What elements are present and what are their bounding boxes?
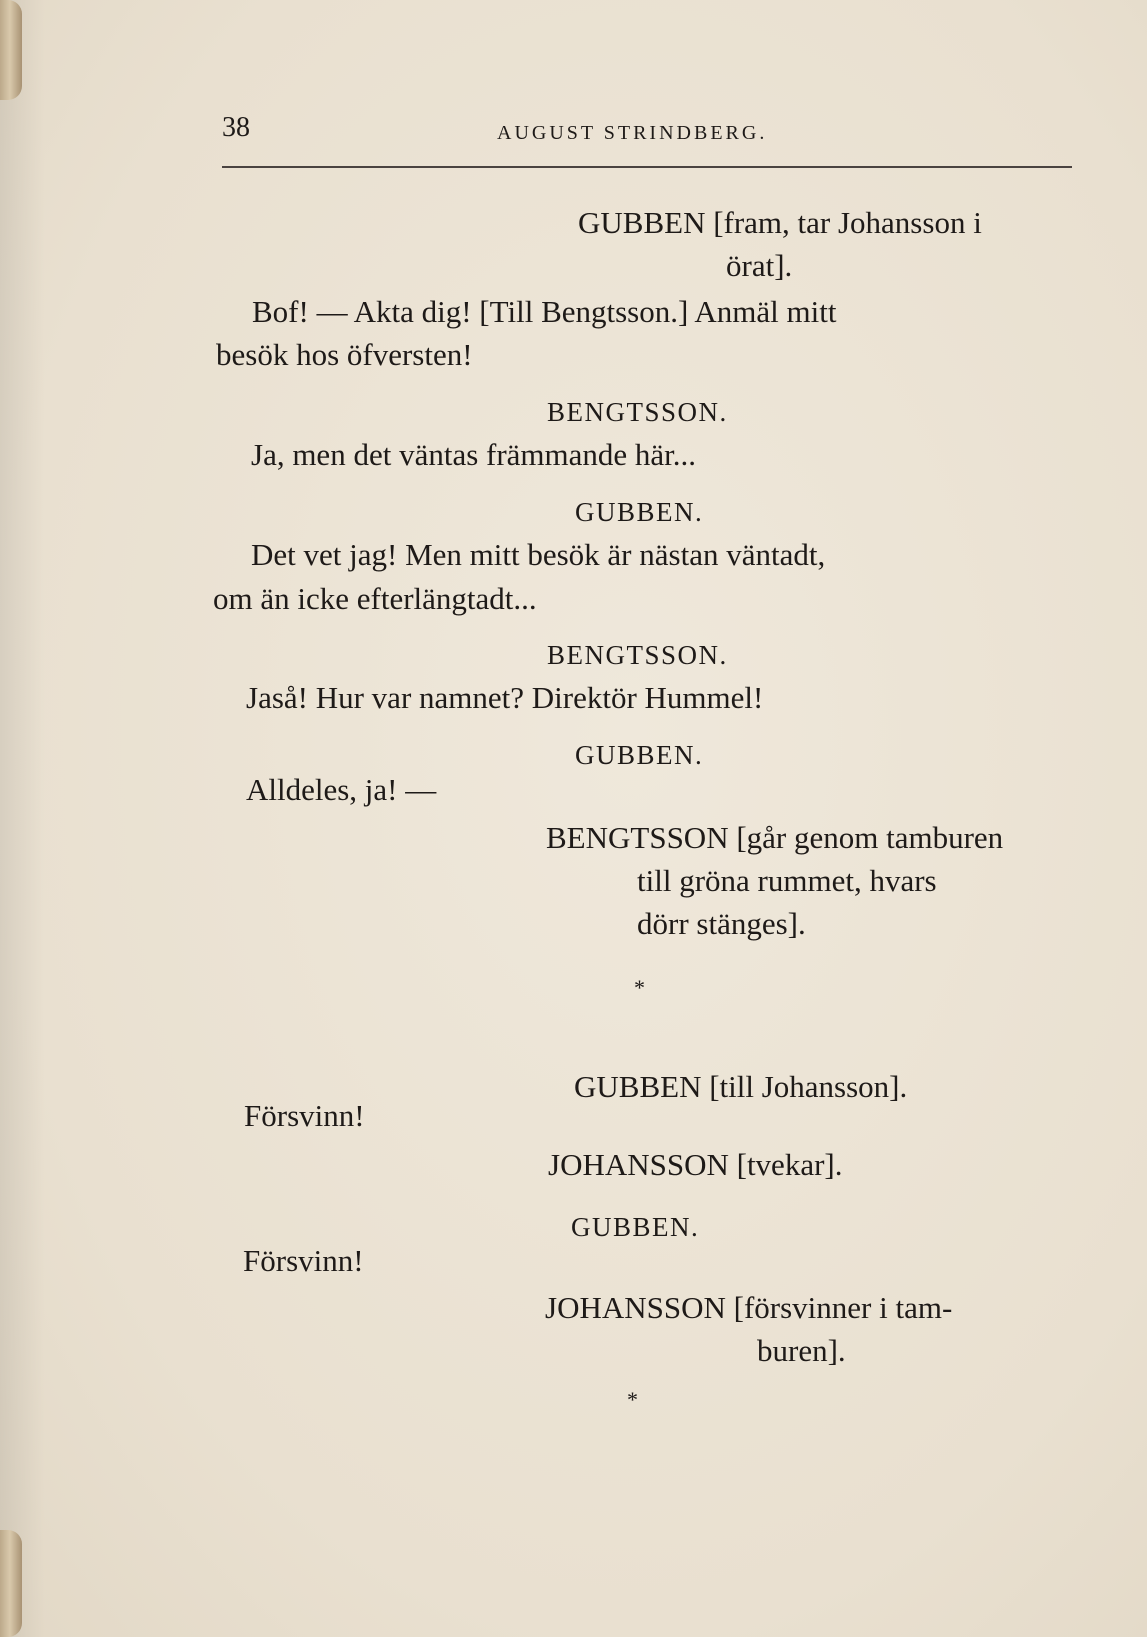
dialogue-line: besök hos öfversten! bbox=[216, 337, 473, 372]
dialogue-line: Bof! — Akta dig! [Till Bengtsson.] Anmäl mitt bbox=[252, 294, 837, 329]
stage-direction-line: till gröna rummet, hvars bbox=[637, 863, 937, 898]
dialogue-line: Ja, men det väntas främmande här... bbox=[251, 437, 697, 472]
binding-thread-top bbox=[0, 0, 22, 100]
running-title: AUGUST STRINDBERG. bbox=[497, 122, 768, 144]
stage-direction-line: BENGTSSON [går genom tamburen bbox=[546, 820, 1004, 855]
speaker-name: BENGTSSON. bbox=[547, 640, 728, 670]
stage-direction-line: örat]. bbox=[726, 248, 793, 283]
dialogue-line: Det vet jag! Men mitt besök är nästan väntadt, bbox=[251, 537, 826, 572]
page-number: 38 bbox=[222, 112, 250, 143]
stage-direction-line: JOHANSSON [försvinner i tam- bbox=[545, 1290, 953, 1325]
speaker-name: GUBBEN. bbox=[571, 1212, 700, 1242]
dialogue-line: om än icke efterlängtadt... bbox=[213, 581, 537, 616]
stage-direction-line: GUBBEN [till Johansson]. bbox=[574, 1069, 908, 1104]
spine-shadow bbox=[0, 0, 45, 1637]
dialogue-line: Försvinn! bbox=[244, 1098, 365, 1133]
dialogue-line: Försvinn! bbox=[243, 1243, 364, 1278]
stage-direction-line: GUBBEN [fram, tar Johansson i bbox=[578, 205, 982, 240]
speaker-name: GUBBEN. bbox=[575, 497, 704, 527]
scene-break-asterisk: * bbox=[627, 1387, 638, 1412]
scene-break-asterisk: * bbox=[634, 975, 645, 1000]
binding-thread-bottom bbox=[0, 1530, 22, 1637]
speaker-name: GUBBEN. bbox=[575, 740, 704, 770]
stage-direction-line: JOHANSSON [tvekar]. bbox=[548, 1147, 843, 1182]
dialogue-line: Jaså! Hur var namnet? Direktör Hummel! bbox=[246, 680, 764, 715]
stage-direction-line: dörr stänges]. bbox=[637, 906, 806, 941]
stage-direction-line: buren]. bbox=[757, 1333, 846, 1368]
header-rule bbox=[222, 166, 1072, 168]
speaker-name: BENGTSSON. bbox=[547, 397, 728, 427]
dialogue-line: Alldeles, ja! — bbox=[246, 772, 437, 807]
